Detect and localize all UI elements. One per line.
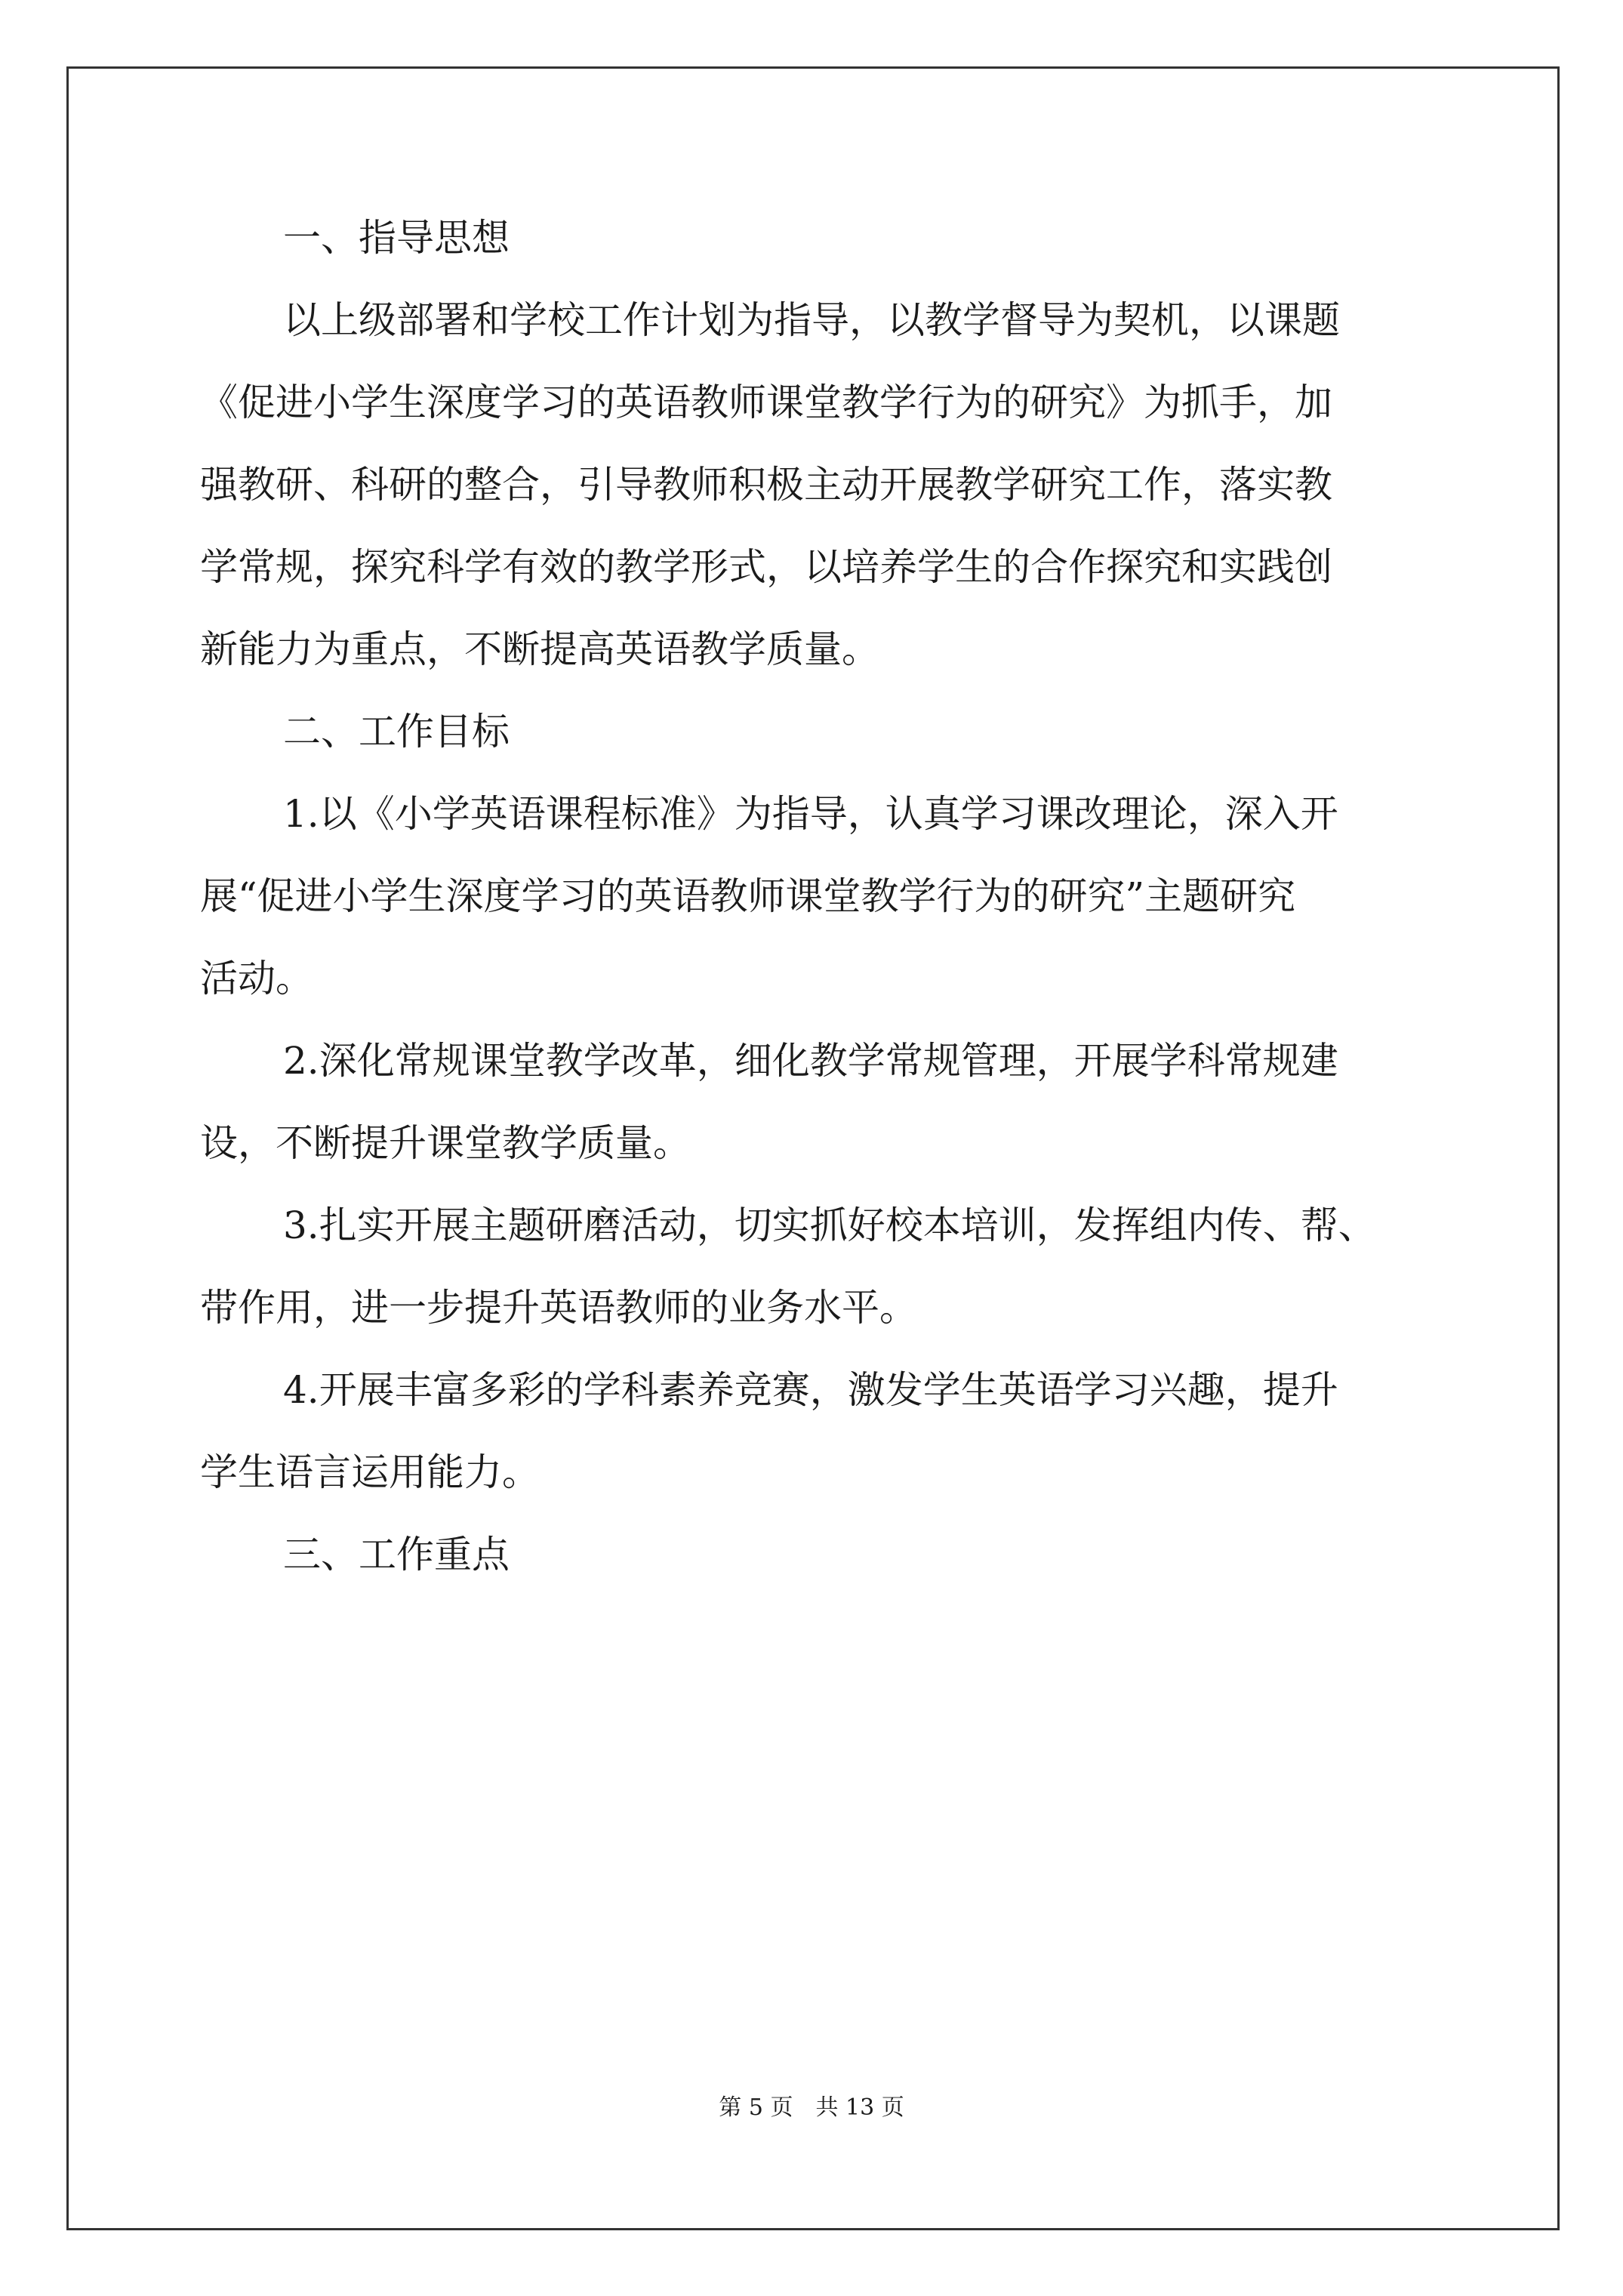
paragraph-line: 活动。 [200, 957, 313, 1000]
section-heading-3: 三、工作重点 [283, 1533, 510, 1576]
paragraph-line: 学常规，探究科学有效的教学形式，以培养学生的合作探究和实践创 [200, 545, 1332, 589]
paragraph-line: 强教研、科研的整合，引导教师积极主动开展教学研究工作，落实教 [200, 463, 1332, 507]
page-number-footer: 第 5 页 共 13 页 [719, 2094, 904, 2121]
paragraph-line: 带作用，进一步提升英语教师的业务水平。 [200, 1286, 917, 1330]
section-heading-1: 一、指导思想 [283, 216, 510, 260]
paragraph-line: 2.深化常规课堂教学改革，细化教学常规管理，开展学科常规建 [283, 1039, 1338, 1083]
paragraph-line: 4.开展丰富多彩的学科素养竞赛，激发学生英语学习兴趣，提升 [283, 1368, 1338, 1412]
paragraph-line: 3.扎实开展主题研磨活动，切实抓好校本培训，发挥组内传、帮、 [283, 1203, 1376, 1247]
paragraph-line: 1.以《小学英语课程标准》为指导，认真学习课改理论，深入开 [283, 792, 1338, 836]
paragraph-line: 新能力为重点，不断提高英语教学质量。 [200, 627, 879, 671]
paragraph-line: 《促进小学生深度学习的英语教师课堂教学行为的研究》为抓手，加 [200, 381, 1332, 424]
paragraph-line: 以上级部署和学校工作计划为指导，以教学督导为契机，以课题 [283, 298, 1340, 342]
paragraph-line: 展“促进小学生深度学习的英语教师课堂教学行为的研究”主题研究 [200, 874, 1296, 918]
paragraph-line: 学生语言运用能力。 [200, 1450, 540, 1494]
paragraph-line: 设，不断提升课堂教学质量。 [200, 1121, 691, 1165]
section-heading-2: 二、工作目标 [283, 710, 510, 754]
